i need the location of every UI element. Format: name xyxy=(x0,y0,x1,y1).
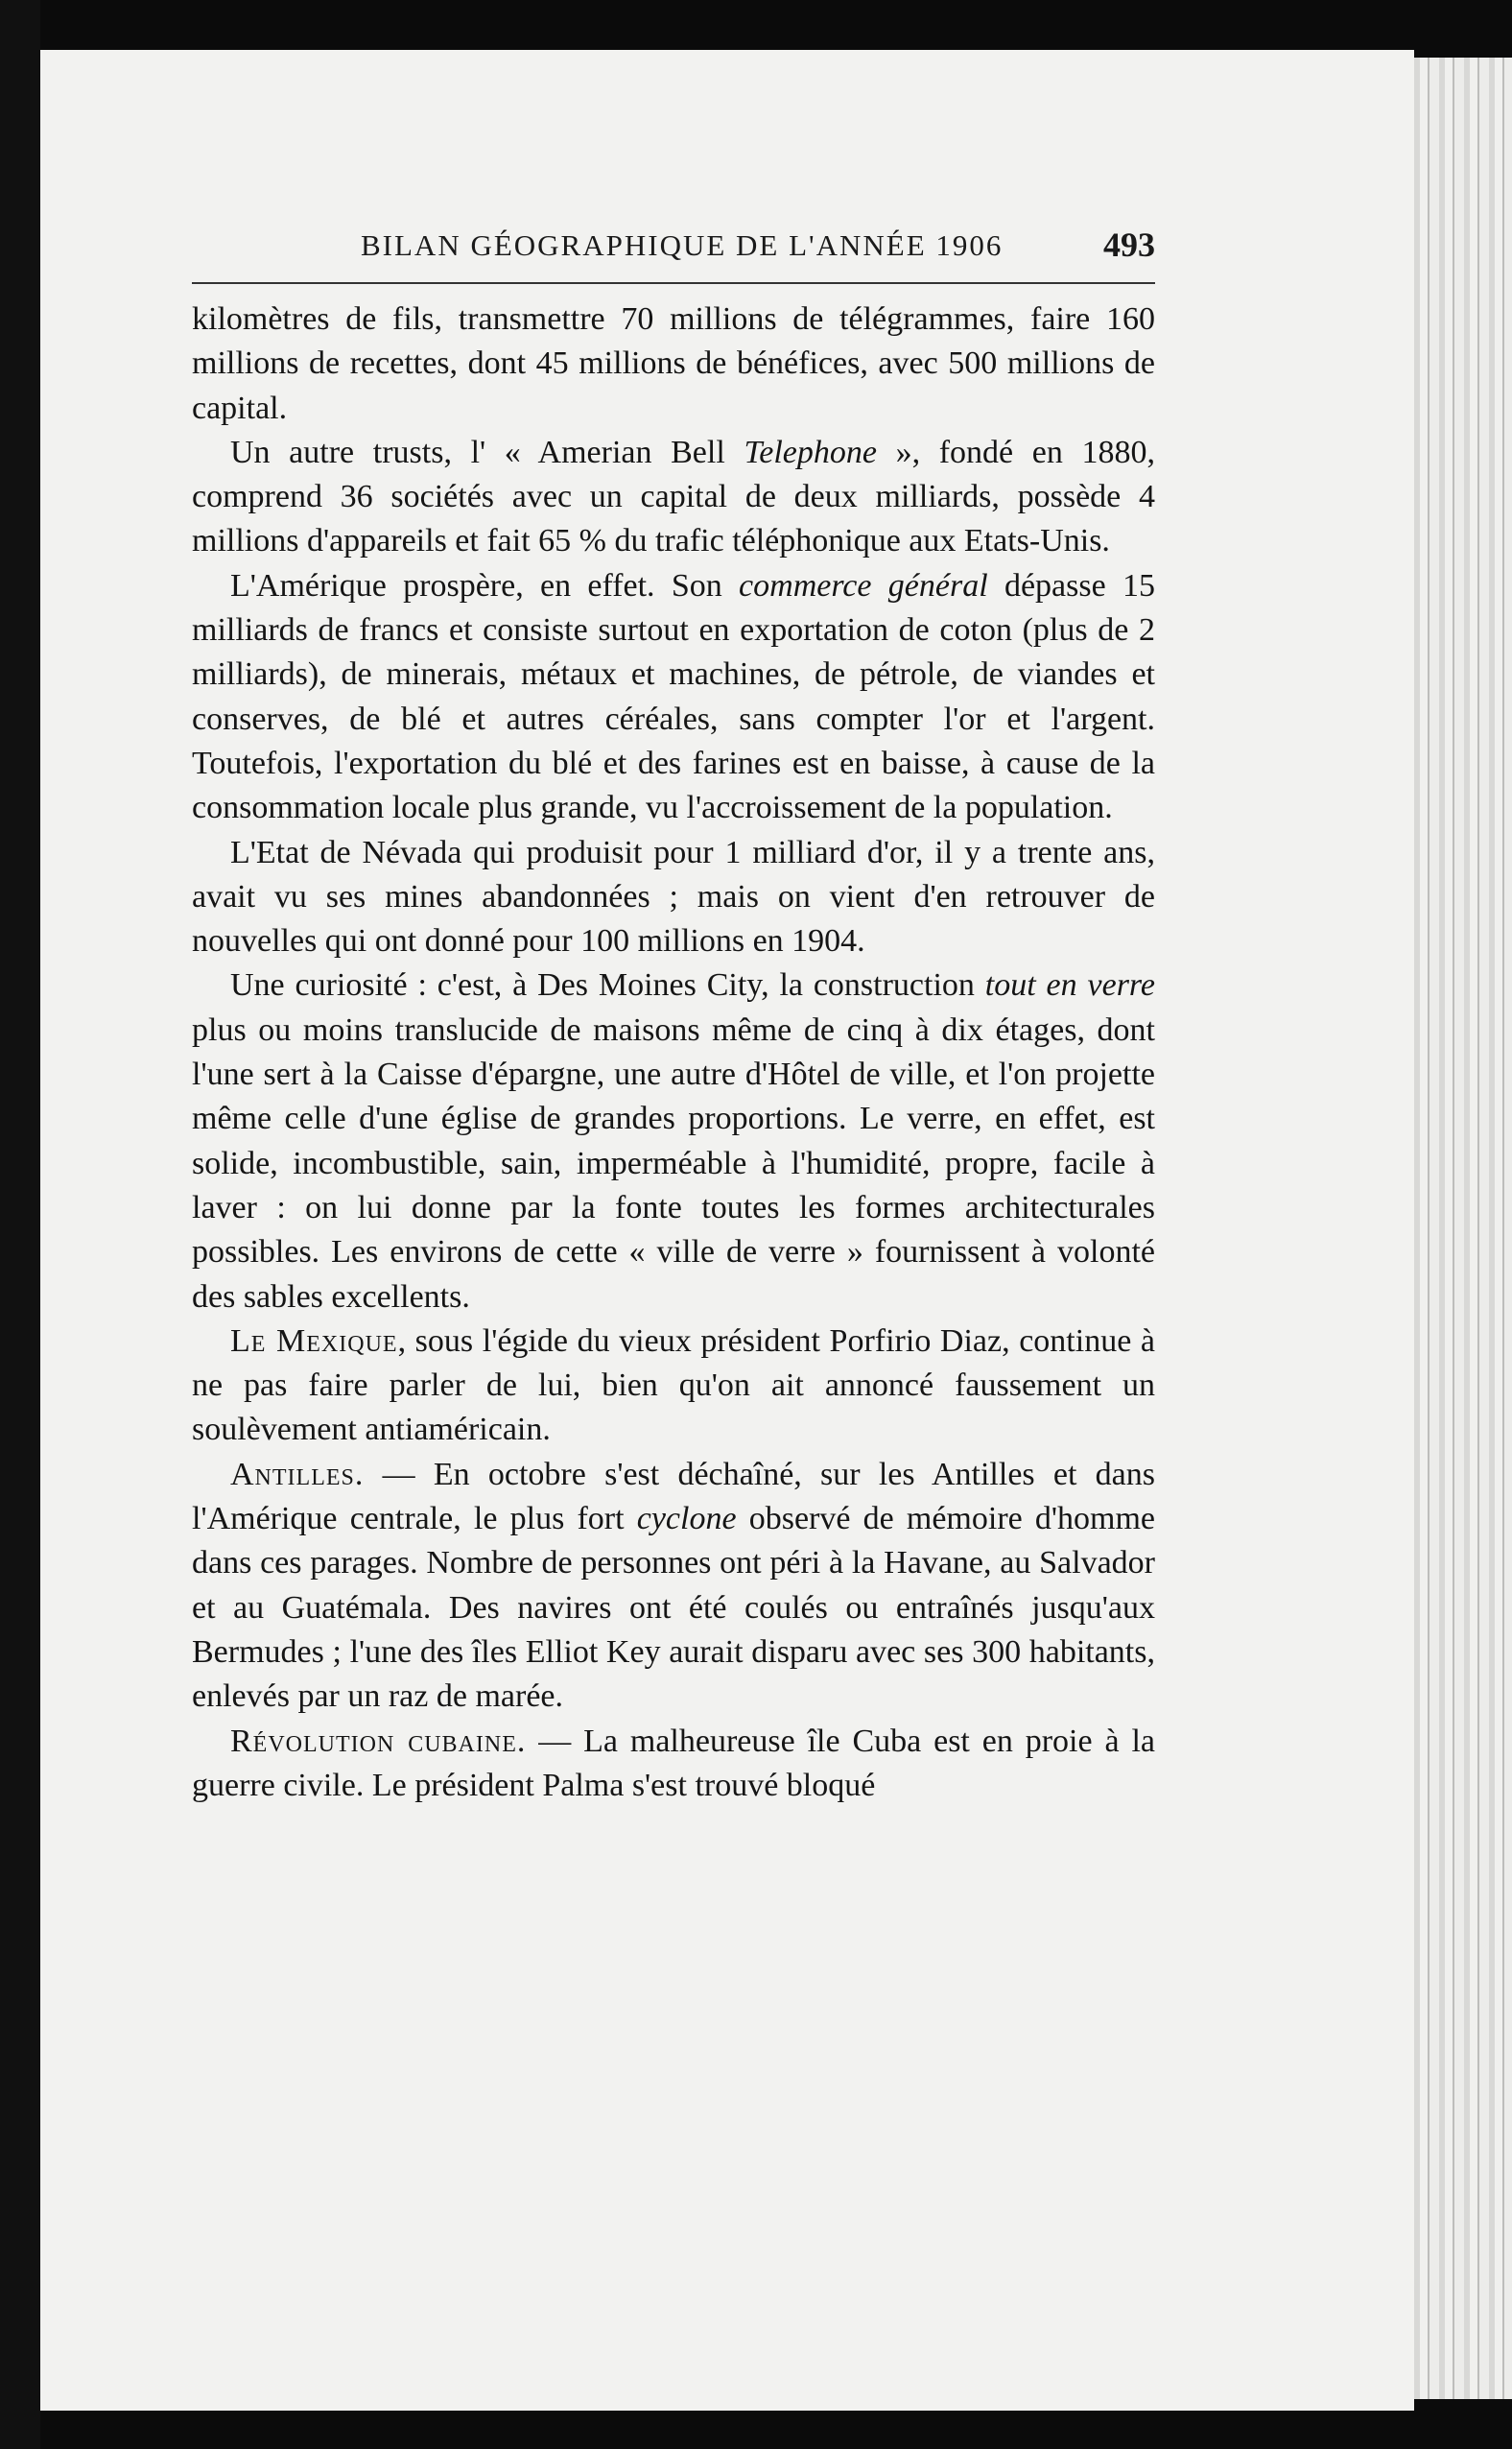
paragraph-text: observé de mémoire d'homme dans ces parages. Nombre de personnes ont péri à la Havane, au Salvador et au Guatémala. Des navires ont été coulés ou entraînés jusqu'aux Bermudes ; l'une des îles Elliot Key aurait disparu avec ses 300 habitants, enlevés par un raz de marée. xyxy=(192,1501,1156,1715)
paragraph-text: dépasse 15 milliards de francs et consiste surtout en exportation de coton (plus de 2 milliards), de minerais, métaux et machines, de pétrole, de viandes et conserves, de blé et autres céréales, sans compter l'or et l'argent. Toutefois, l'exportation du blé et des farines est en baisse, à cause de la consommation locale plus grande, vu l'accroissement de la population. xyxy=(192,567,1155,826)
paragraph-antilles xyxy=(192,1453,1155,1720)
paragraph-telegraph xyxy=(192,297,1155,431)
paragraph-text: Un autre trusts, l' « Amerian Bell xyxy=(230,434,744,470)
paragraph-text: L'Etat de Névada qui produisit pour 1 milliard d'or, il y a trente ans, avait vu ses mines abandonnées ; mais on vient d'en retrouver de nouvelles qui ont donné pour 100 millions en 1904. xyxy=(192,834,1155,960)
paragraph-cuba xyxy=(192,1720,1155,1809)
page-header xyxy=(192,223,1155,280)
scan-left-margin xyxy=(0,0,40,2449)
paragraph-text: Une curiosité : c'est, à Des Moines City, la construction xyxy=(230,967,985,1004)
paragraph-text: — En octobre s'est déchaîné, sur les Antilles et dans l'Amérique centrale, le plus fort xyxy=(192,1456,1155,1537)
section-heading: Révolution cubaine. xyxy=(230,1723,527,1759)
italic-term: cyclone xyxy=(636,1501,737,1537)
body-text xyxy=(192,297,1155,1808)
paragraph-text: L'Amérique prospère, en effet. Son xyxy=(230,567,740,604)
italic-term: Telephone xyxy=(744,434,877,470)
page-number: 493 xyxy=(1103,226,1155,264)
header-rule xyxy=(192,282,1155,284)
paragraph-text: , sous l'égide du vieux président Porfirio Diaz, continue à ne pas faire parler de lui, bien qu'on ait annoncé faussement un soulèvement antiaméricain. xyxy=(192,1322,1155,1448)
paragraph-text: », fondé en 1880, comprend 36 sociétés avec un capital de deux milliards, possède 4 millions d'appareils et fait 65 % du trafic téléphonique aux Etats-Unis. xyxy=(192,434,1155,559)
section-heading: Le Mexique xyxy=(230,1322,398,1359)
italic-term: tout en verre xyxy=(984,967,1155,1004)
paragraph-text: kilomètres de fils, transmettre 70 millions de télégrammes, faire 160 millions de recettes, dont 45 millions de bénéfices, avec 500 millions de capital. xyxy=(192,301,1155,426)
italic-term: commerce général xyxy=(739,567,988,604)
book-page-edges xyxy=(1414,58,1512,2399)
paragraph-glass-houses xyxy=(192,963,1155,1319)
paragraph-text: — La malheureuse île Cuba est en proie à la guerre civile. Le président Palma s'est trouvé bloqué xyxy=(192,1723,1155,1803)
paragraph-commerce xyxy=(192,564,1155,831)
paragraph-mexico xyxy=(192,1320,1155,1453)
paragraph-bell-telephone xyxy=(192,431,1155,564)
paragraph-nevada xyxy=(192,831,1155,964)
paragraph-text: plus ou moins translucide de maisons même de cinq à dix étages, dont l'une sert à la Caisse d'épargne, une autre d'Hôtel de ville, et l'on projette même celle d'une église de grandes proportions. Le verre, en effet, est solide, incombustible, sain, imperméable à l'humidité, propre, facile à laver : on lui donne par la fonte toutes les formes architecturales possibles. Les environs de cette « ville de verre » fournissent à volonté des sables excellents. xyxy=(192,1011,1155,1315)
running-title: BILAN GÉOGRAPHIQUE DE L'ANNÉE 1906 xyxy=(361,228,1004,262)
section-heading: Antilles. xyxy=(230,1456,365,1492)
